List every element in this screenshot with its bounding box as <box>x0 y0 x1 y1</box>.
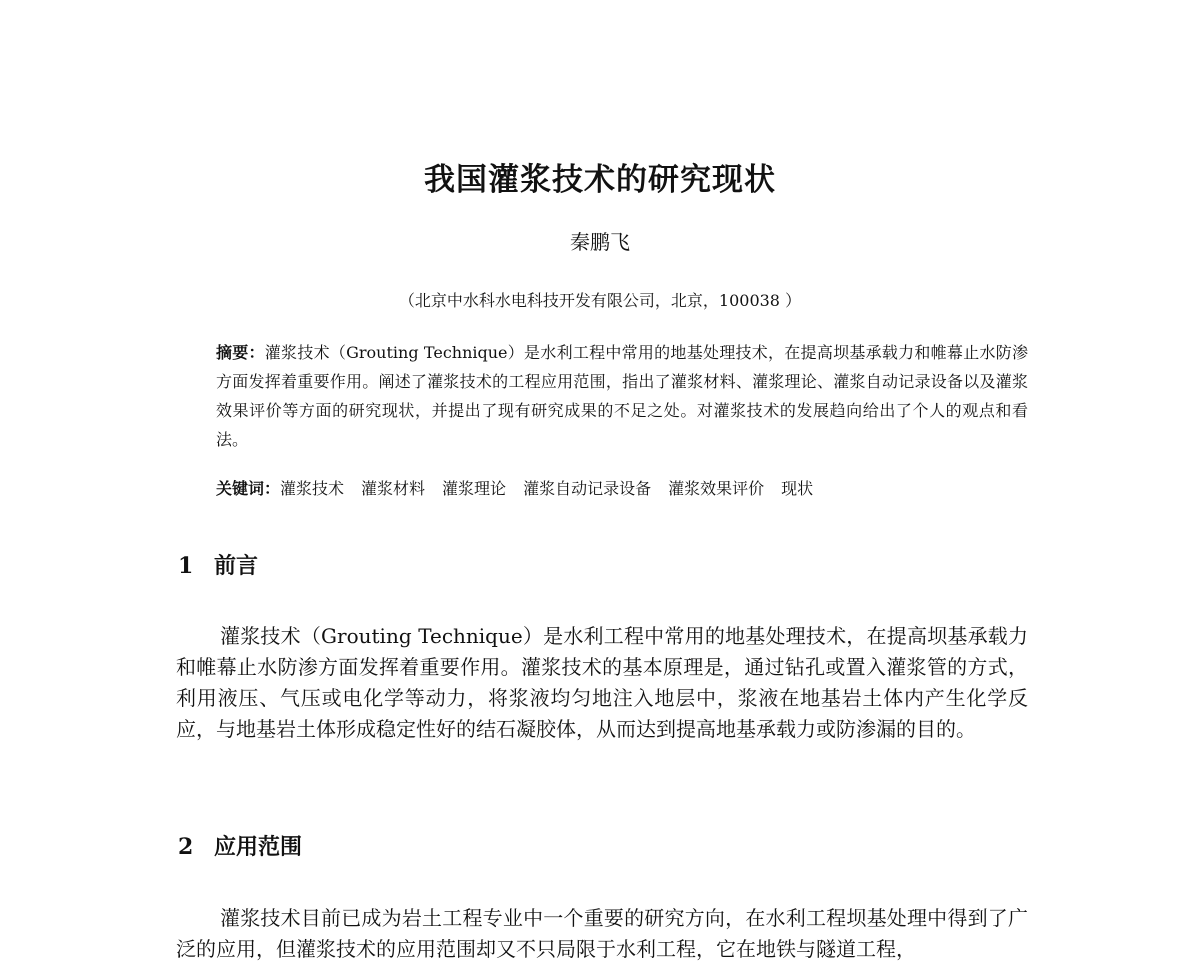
keywords <box>216 474 1028 503</box>
author-affiliation: （北京中水科水电科技开发有限公司，北京，100038 ） <box>398 291 802 310</box>
section-title: 应用范围 <box>214 834 303 860</box>
application-scope-paragraph: 灌浆技术目前已成为岩土工程专业中一个重要的研究方向，在水利工程坝基处理中得到了广泛的应用，但灌浆技术的应用范围却又不只局限于水利工程，它在地铁与隧道工程， <box>176 906 1028 961</box>
keyword: 灌浆理论 <box>442 479 507 498</box>
abstract-text: 灌浆技术（Grouting Technique）是水利工程中常用的地基处理技术，在提高坝基承载力和帷幕止水防渗方面发挥着重要作用。阐述了灌浆技术的工程应用范围，指出了灌浆材料、灌浆理论、灌浆自动记录设备以及灌浆效果评价等方面的研究现状，并提出了现有研究成果的不足之处。对灌浆技术的发展趋向给出了个人的观点和看法。 <box>216 343 1028 449</box>
section-heading-introduction <box>178 549 258 580</box>
paper-title: 我国灌浆技术的研究现状 <box>424 162 776 198</box>
section-number: 1 <box>178 553 194 579</box>
abstract-label: 摘要： <box>216 343 265 362</box>
keyword: 灌浆效果评价 <box>668 479 765 498</box>
author-name: 秦鹏飞 <box>570 230 630 254</box>
keywords-label: 关键词： <box>216 479 281 498</box>
section-number: 2 <box>178 834 194 860</box>
keyword: 灌浆自动记录设备 <box>523 479 652 498</box>
section-title: 前言 <box>214 553 259 579</box>
keyword: 灌浆技术 <box>280 479 345 498</box>
keyword: 灌浆材料 <box>361 479 426 498</box>
introduction-paragraph: 灌浆技术（Grouting Technique）是水利工程中常用的地基处理技术，在提高坝基承载力和帷幕止水防渗方面发挥着重要作用。灌浆技术的基本原理是，通过钻孔或置入灌浆管的方式，利用液压、气压或电化学等动力，将浆液均匀地注入地层中，浆液在地基岩土体内产生化学反应，与地基岩土体形成稳定性好的结石凝胶体，从而达到提高地基承载力或防渗漏的目的。 <box>176 624 1028 741</box>
abstract <box>216 338 1028 454</box>
section-heading-application-scope <box>178 830 302 861</box>
keyword: 现状 <box>781 479 814 498</box>
